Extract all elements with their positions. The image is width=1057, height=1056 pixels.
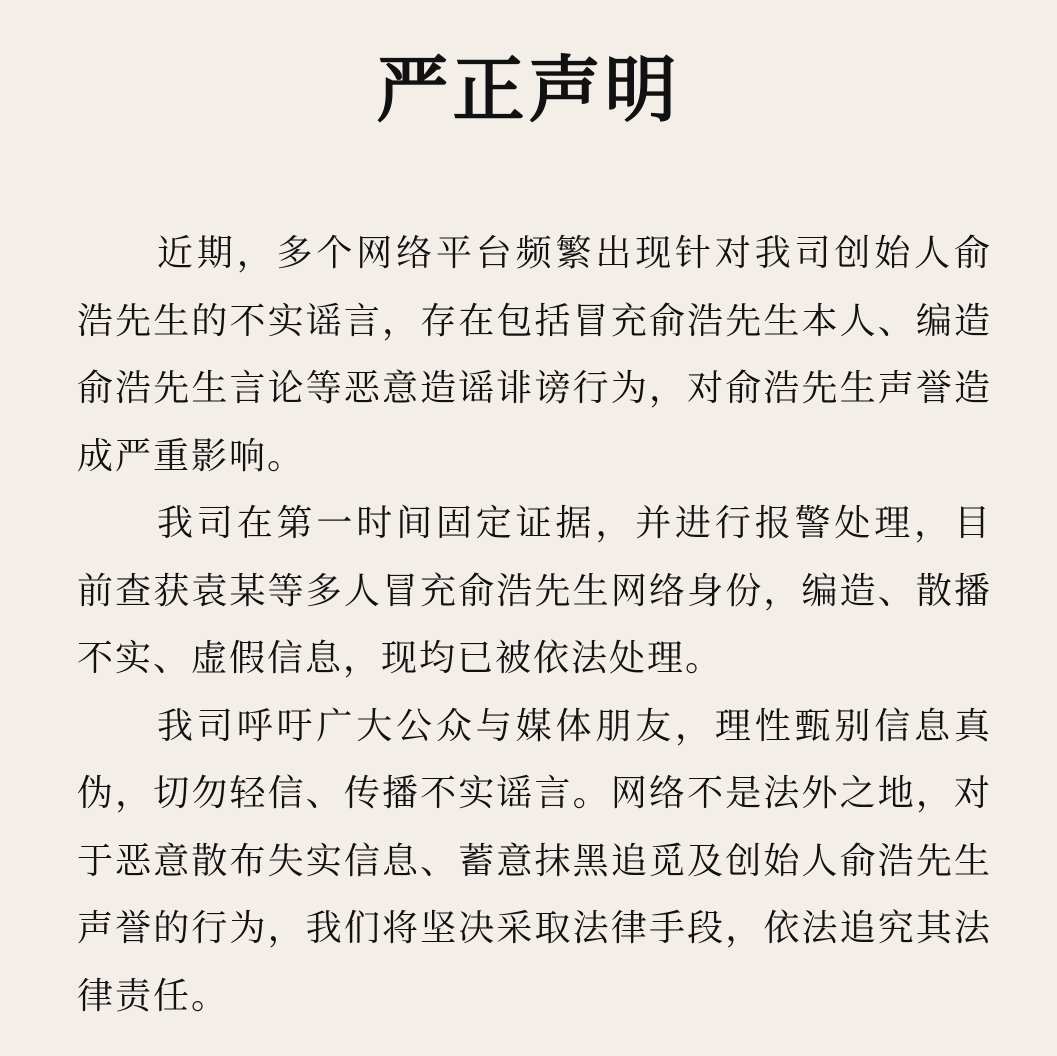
statement-paragraph-2: 我司在第一时间固定证据，并进行报警处理，目前查获袁某等多人冒充俞浩先生网络身份，编造、散播不实、虚假信息，现均已被依法处理。 bbox=[77, 503, 992, 679]
statement-paragraph-1: 近期，多个网络平台频繁出现针对我司创始人俞浩先生的不实谣言，存在包括冒充俞浩先生本人、编造俞浩先生言论等恶意造谣诽谤行为，对俞浩先生声誉造成严重影响。 bbox=[77, 233, 992, 477]
statement-body bbox=[77, 220, 992, 1030]
statement-title: 严正声明 bbox=[376, 48, 681, 132]
statement-paragraph-3: 我司呼吁广大公众与媒体朋友，理性甄别信息真伪，切勿轻信、传播不实谣言。网络不是法外之地，对于恶意散布失实信息、蓄意抹黑追觅及创始人俞浩先生声誉的行为，我们将坚决采取法律手段，依法追究其法律责任。 bbox=[77, 705, 992, 1017]
